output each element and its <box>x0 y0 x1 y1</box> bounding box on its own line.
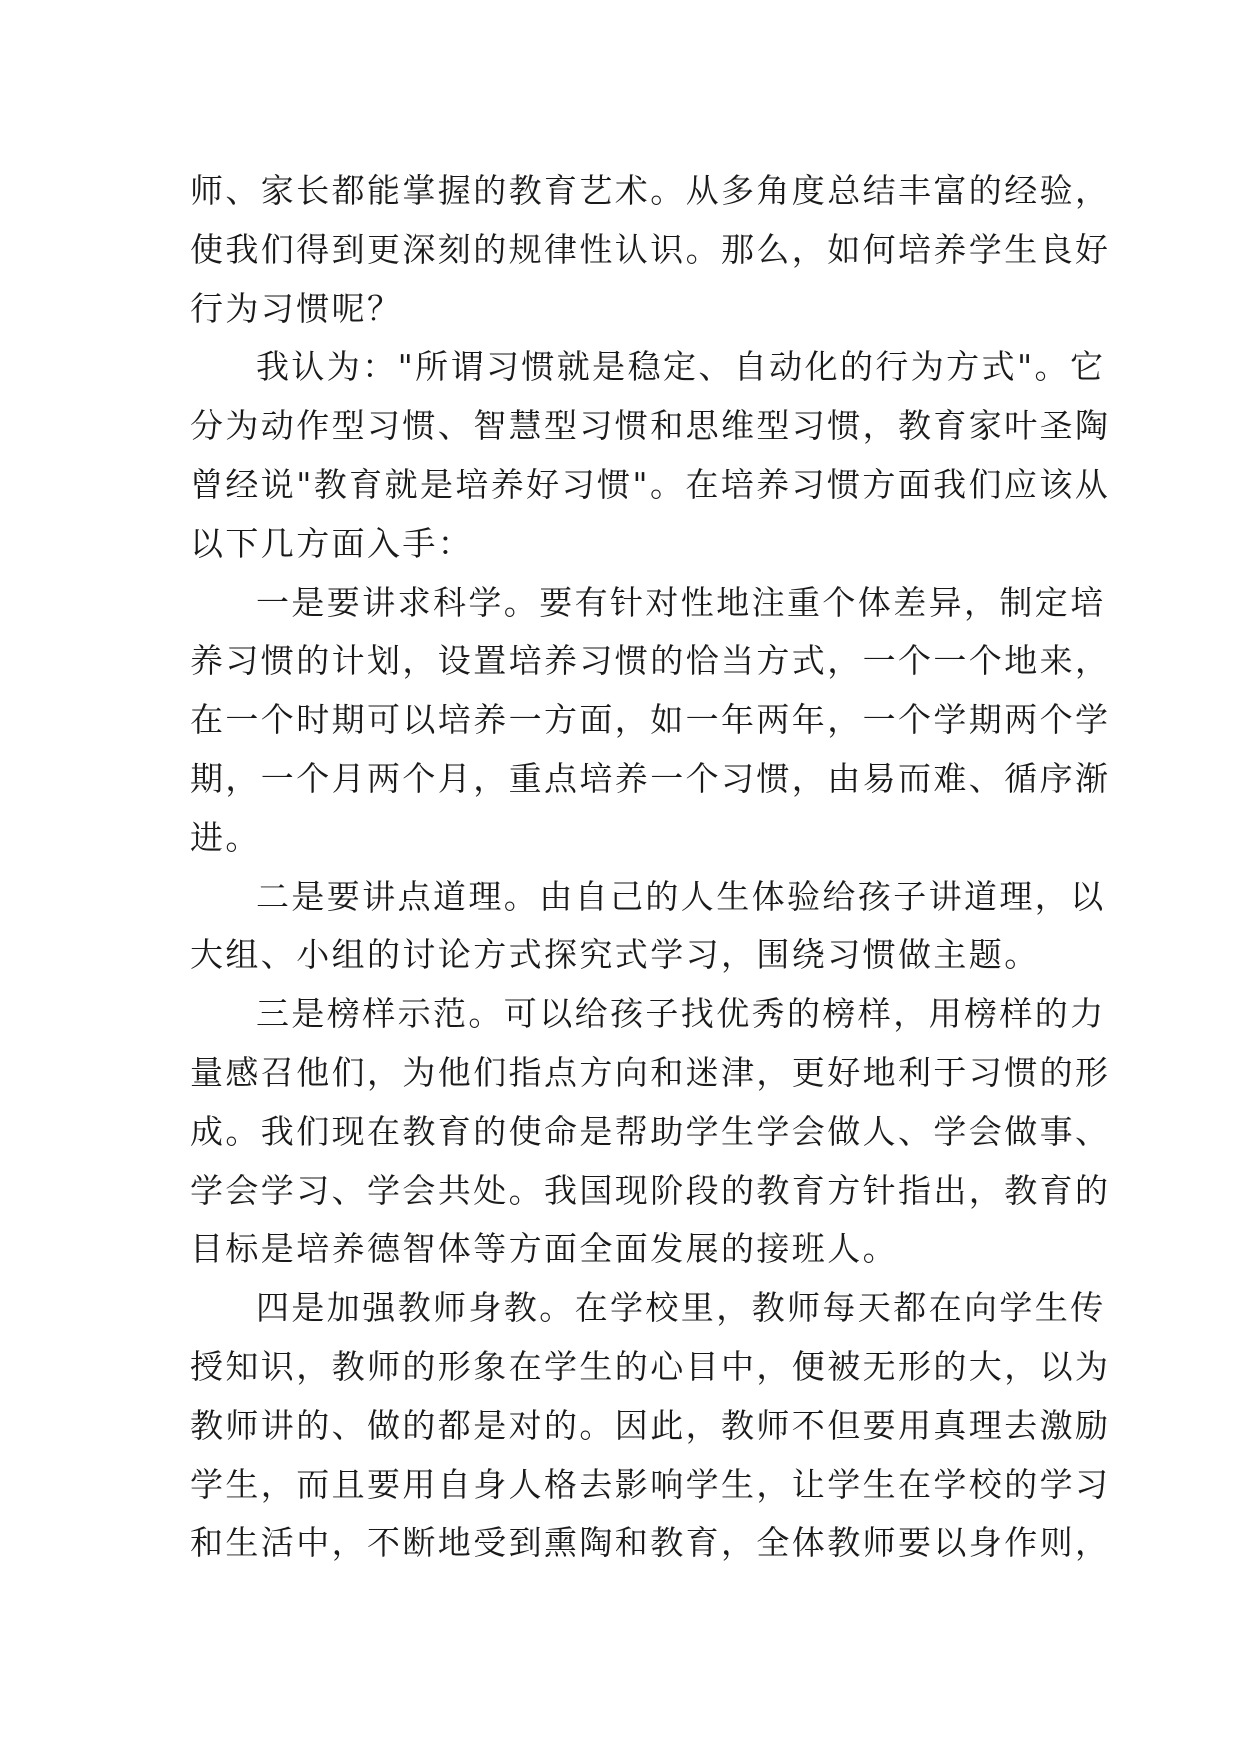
text-line: 师、家长都能掌握的教育艺术。从多角度总结丰富的经验， <box>190 171 1111 210</box>
text-line: 教师讲的、做的都是对的。因此，教师不但要用真理去激励 <box>190 1405 1111 1445</box>
text-line: 授知识，教师的形象在学生的心目中，便被无形的大，以为 <box>190 1346 1111 1386</box>
text-line: 成。我们现在教育的使命是帮助学生学会做人、学会做事、 <box>190 1111 1111 1151</box>
text-line: 目标是培养德智体等方面全面发展的接班人。 <box>190 1229 898 1269</box>
text-line: 曾经说"教育就是培养好习惯"。在培养习惯方面我们应该从 <box>190 464 1111 504</box>
body-text <box>190 162 1111 1573</box>
text-line: 量感召他们，为他们指点方向和迷津，更好地利于习惯的形 <box>190 1052 1111 1092</box>
text-line: 期，一个月两个月，重点培养一个习惯，由易而难、循序渐 <box>190 758 1111 798</box>
text-line: 我认为："所谓习惯就是稳定、自动化的行为方式"。它 <box>256 347 1106 387</box>
text-line: 二是要讲点道理。由自己的人生体验给孩子讲道理，以 <box>256 876 1106 916</box>
text-line: 以下几方面入手： <box>190 523 474 563</box>
text-line: 四是加强教师身教。在学校里，教师每天都在向学生传 <box>256 1288 1106 1328</box>
text-line: 和生活中，不断地受到熏陶和教育，全体教师要以身作则， <box>190 1523 1111 1563</box>
text-line: 在一个时期可以培养一方面，如一年两年，一个学期两个学 <box>190 700 1111 740</box>
text-line: 养习惯的计划，设置培养习惯的恰当方式，一个一个地来， <box>190 641 1111 681</box>
text-line: 学生，而且要用自身人格去影响学生，让学生在学校的学习 <box>190 1464 1111 1504</box>
text-line: 进。 <box>190 817 261 857</box>
text-line: 三是榜样示范。可以给孩子找优秀的榜样，用榜样的力 <box>256 994 1106 1034</box>
text-line: 行为习惯呢？ <box>190 288 403 328</box>
text-line: 分为动作型习惯、智慧型习惯和思维型习惯，教育家叶圣陶 <box>190 406 1111 446</box>
text-line: 一是要讲求科学。要有针对性地注重个体差异，制定培 <box>256 582 1106 622</box>
text-line: 学会学习、学会共处。我国现阶段的教育方针指出，教育的 <box>190 1170 1111 1210</box>
text-line: 使我们得到更深刻的规律性认识。那么，如何培养学生良好 <box>190 229 1111 269</box>
text-line: 大组、小组的讨论方式探究式学习，围绕习惯做主题。 <box>190 935 1040 975</box>
